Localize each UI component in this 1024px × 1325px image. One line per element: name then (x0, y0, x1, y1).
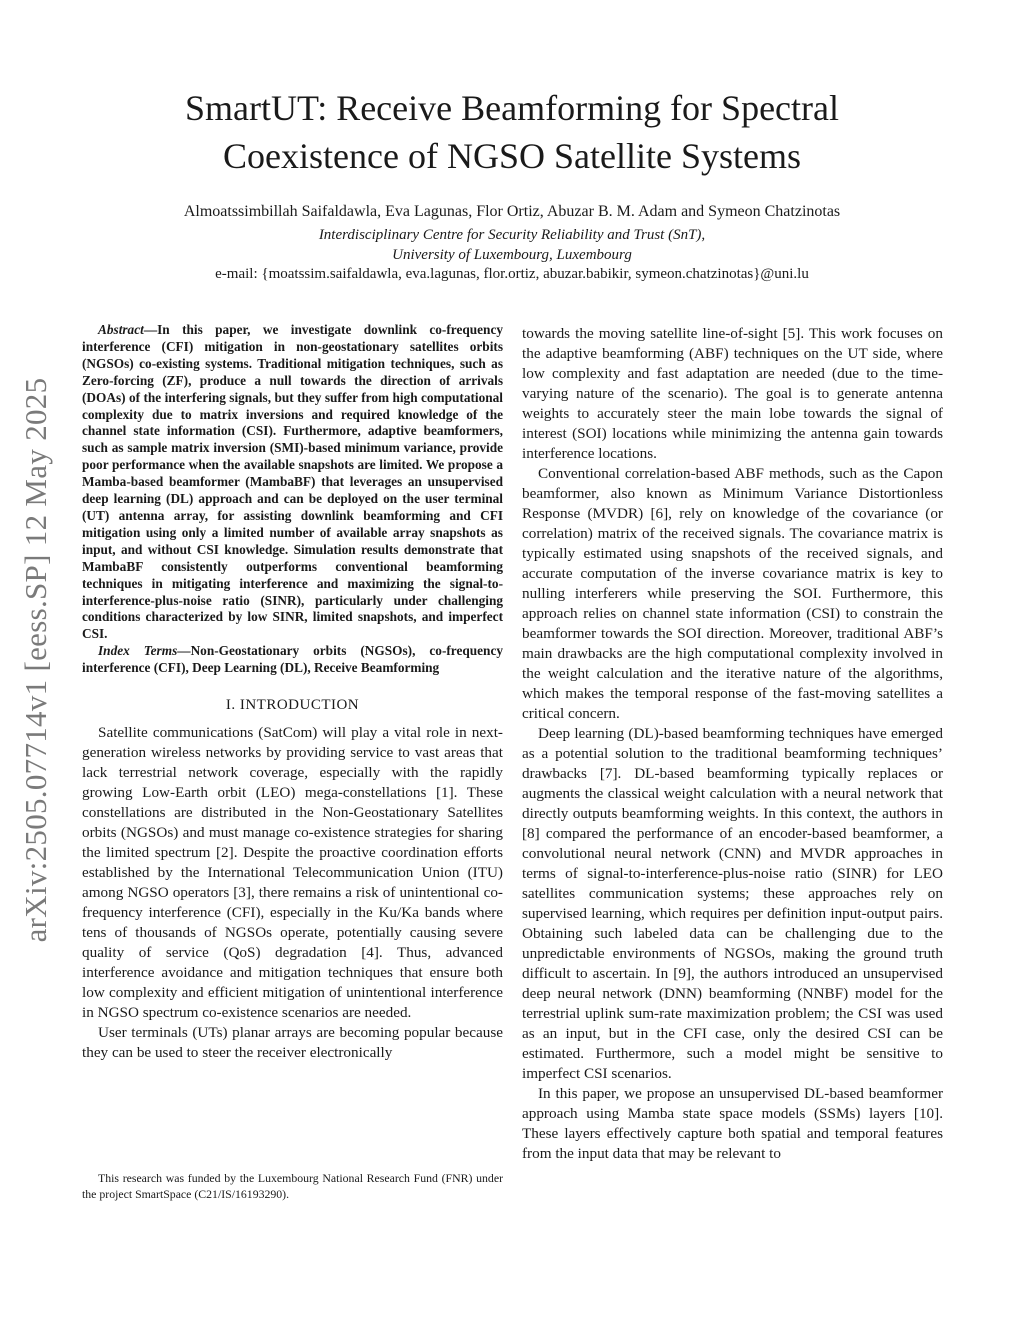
index-terms-text: —Non-Geostationary orbits (NGSOs), co-frequency interference (CFI), Deep Learning (DL), Receive Beamforming (82, 643, 503, 676)
intro-paragraph-6: In this paper, we propose an unsupervised DL-based beamformer approach using Mamba state space models (SSMs) layers [10]. These layers effectively capture both spatial and temporal features from the input data that may be relevant to (522, 1085, 943, 1162)
affiliation-line-2: University of Luxembourg, Luxembourg (392, 247, 632, 263)
index-terms (82, 643, 503, 677)
intro-paragraph-3: towards the moving satellite line-of-sight [5]. This work focuses on the adaptive beamforming (ABF) techniques on the UT side, where low complexity and fast adaptation are needed (due to the time-varying nature of the scenario). The goal is to generate antenna weights to accurately steer the main lobe towards the signal of interest (SOI) locations while minimizing the antenna gain towards interference locations. (522, 325, 943, 462)
arxiv-identifier: arXiv:2505.07714v1 [eess.SP] 12 May 2025 (18, 377, 53, 943)
intro-paragraph-2: User terminals (UTs) planar arrays are becoming popular because they can be used to steer the receiver electronically (82, 1024, 503, 1062)
section-heading-introduction: I. INTRODUCTION (225, 697, 360, 714)
index-terms-label: Index Terms (98, 643, 178, 659)
intro-paragraph-5: Deep learning (DL)-based beamforming techniques have emerged as a potential solution to the traditional beamforming techniques’ drawbacks [7]. DL-based beamforming typically replaces or augments the classical weight calculation with a neural network that directly outputs beamforming weights. In this context, the authors in [8] compared the performance of an encoder-based beamformer, a convolutional neural network (CNN) and MVDR approaches in terms of signal-to-interference-plus-noise ratio (SINR) for LEO satellites communication systems; these approaches rely on supervised learning, which requires per definition input-output pairs. Obtaining such labeled data can be challenging due to the unpredictable environments of NGSOs, making the ground truth difficult to ascertain. In [9], the authors introduced an unsupervised deep neural network (DNN) beamforming (NNBF) model for the terrestrial uplink sum-rate maximization problem; the CSI was used as an input, but in the CFI case, only the desired CSI can be estimated. Furthermore, such a model might be sensitive to imperfect CSI scenarios. (522, 725, 943, 1082)
right-column (522, 324, 943, 1164)
abstract-label: Abstract (98, 322, 144, 337)
intro-paragraph-1: Satellite communications (SatCom) will play a vital role in next-generation wireless networks by providing service to vast areas that lack terrestrial network coverage, especially with the rapidly growing Low-Earth orbit (LEO) mega-constellations [1]. These constellations are distributed in the Non-Geostationary Satellites orbits (NGSOs) and must manage co-existence strategies for sharing the limited spectrum [2]. Despite the proactive coordination efforts established by the International Telecommunication Union (ITU) among NGSO operators [3], there remains a risk of unintentional co-frequency interference (CFI), especially in the Ku/Ka bands where tens of thousands of NGSOs operate, potentially causing severe quality of service (QoS) degradation [4]. Thus, advanced interference avoidance and mitigation techniques that ensure both low complexity and efficient mitigation of unintentional interference in NGSO spectrum co-existence scenarios are needed. (82, 724, 503, 1022)
abstract (82, 322, 503, 643)
author-emails: e-mail: {moatssim.saifaldawla, eva.lagunas, flor.ortiz, abuzar.babikir, symeon.chatzinotas}@uni.lu (215, 266, 809, 282)
author-list: Almoatssimbillah Saifaldawla, Eva Lagunas, Flor Ortiz, Abuzar B. M. Adam and Symeon Chatzinotas (183, 203, 841, 220)
abstract-text: —In this paper, we investigate downlink co-frequency interference (CFI) mitigation in non-geostationary satellites orbits (NGSOs) co-existing systems. Traditional mitigation techniques, such as Zero-forcing (ZF), produce a null towards the direction of arrivals (DOAs) of the interfering signals, but they suffer from high computational complexity due to matrix inversions and required knowledge of the channel state information (CSI). Furthermore, adaptive beamformers, such as sample matrix inversion (SMI)-based minimum variance, provide poor performance when the available snapshots are limited. We propose a Mamba-based beamformer (MambaBF) that leverages an unsupervised deep learning (DL) approach and can be deployed on the user terminal (UT) antenna array, for assisting downlink beamforming and CFI mitigation using only a limited number of available array snapshots as input, and without CSI knowledge. Simulation results demonstrate that MambaBF consistently outperforms conventional beamforming techniques in mitigating interference and maximizing the signal-to-interference-plus-noise ratio (SINR), particularly under challenging conditions characterized by low SINR, limited snapshots, and imperfect CSI. (82, 322, 503, 642)
title-line-1: SmartUT: Receive Beamforming for Spectral (185, 88, 839, 128)
intro-paragraph-4: Conventional correlation-based ABF methods, such as the Capon beamformer, also known as Minimum Variance Distortionless Response (MVDR) [6], rely on knowledge of the covariance (or correlation) matrix of the received signals. The covariance matrix is typically estimated using snapshots of the received signals, and accurate computation of the inverse covariance matrix is key to nulling interferers while preserving the SOI. Furthermore, this approach relies on channel state information (CSI) to constrain the beamformer towards the SOI direction. Moreover, traditional ABF’s main drawbacks are the high computational complexity involved in the weight calculation and the iterative nature of the algorithms, which makes the temporal response of the fast-moving satellites a critical concern. (522, 465, 943, 722)
arxiv-sidebar (8, 340, 64, 980)
title-line-2: Coexistence of NGSO Satellite Systems (223, 136, 801, 176)
affiliation-line-1: Interdisciplinary Centre for Security Reliability and Trust (SnT), (318, 227, 706, 243)
left-column (82, 322, 503, 1063)
paper-title (100, 84, 924, 180)
funding-footnote: This research was funded by the Luxembourg National Research Fund (FNR) under the project SmartSpace (C21/IS/16193290). (82, 1171, 503, 1201)
